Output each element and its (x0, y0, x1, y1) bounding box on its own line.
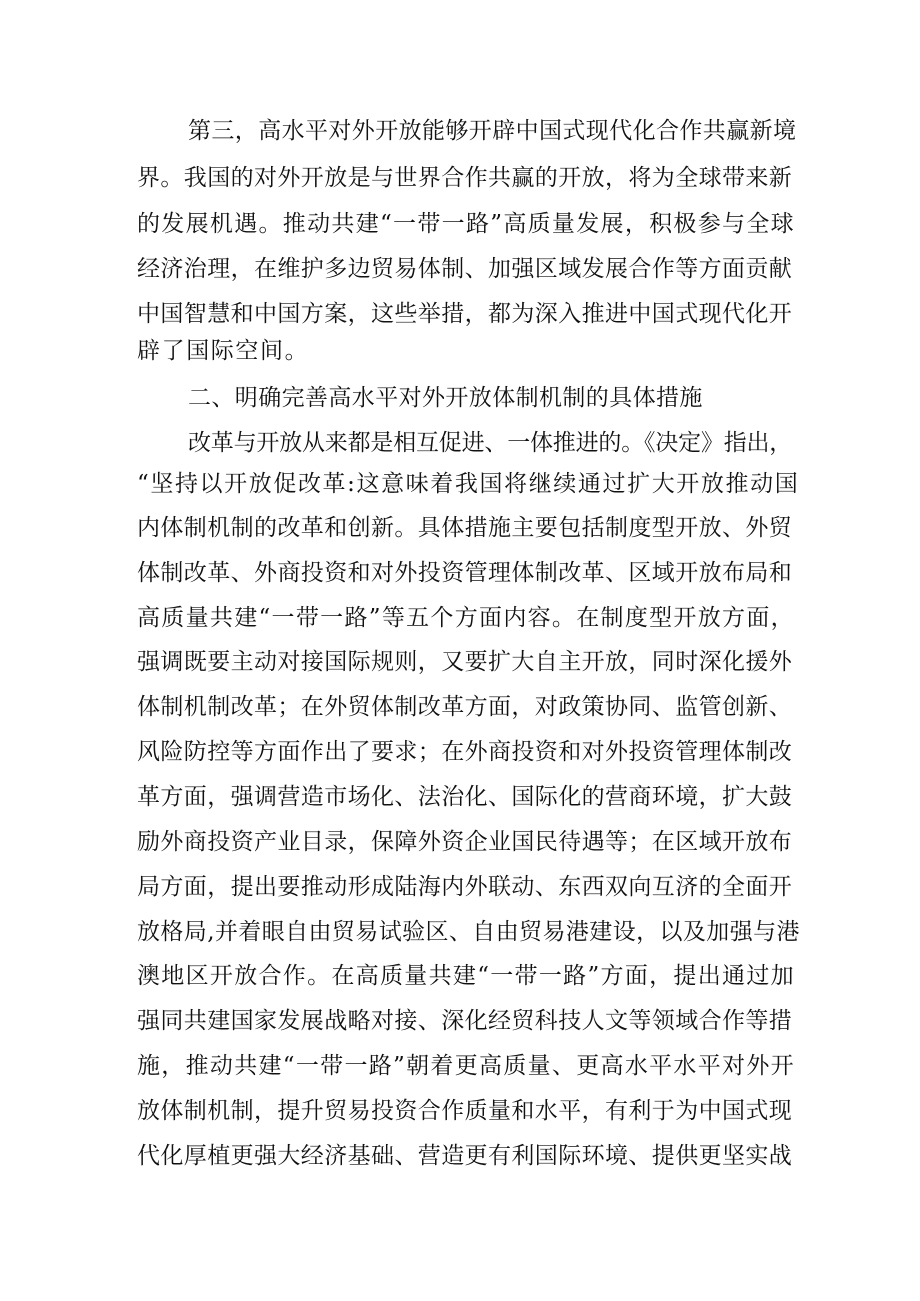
paragraph-2-line (0, 1091, 920, 1131)
text-line: 界。我国的对外开放是与世界合作共赢的开放，将为全球带来新 (137, 165, 793, 191)
text-line: 第三，高水平对外开放能够开辟中国式现代化合作共赢新境 (188, 118, 797, 144)
paragraph-2-line (0, 732, 920, 772)
text-line: 体制机制改革；在外贸体制改革方面，对政策协同、监管创新、 (137, 694, 793, 720)
text-line: 的发展机遇。推动共建“一带一路”高质量发展，积极参与全球 (137, 211, 795, 237)
text-line: 强同共建国家发展战略对接、深化经贸科技人文等领域合作等措 (137, 1008, 793, 1034)
paragraph-2-line (0, 1136, 920, 1176)
paragraph-2-line (0, 956, 920, 996)
text-line: 体制改革、外商投资和对外投资管理体制改革、区域开放布局和 (137, 560, 793, 586)
paragraph-2-line (0, 1001, 920, 1041)
paragraph-2-line (0, 464, 920, 504)
text-line: 高质量共建“一带一路”等五个方面内容。在制度型开放方面， (137, 605, 795, 631)
text-line: 内体制机制的改革和创新。具体措施主要包括制度型开放、外贸 (137, 515, 793, 541)
text-line: “坚持以开放促改革:这意味着我国将继续通过扩大开放推动国 (137, 471, 800, 497)
paragraph-2-line (0, 553, 920, 593)
text-line: 励外商投资产业目录，保障外资企业国民待遇等；在区域开放布 (137, 829, 793, 855)
text-line: 中国智慧和中国方案，这些举措，都为深入推进中国式现代化开 (137, 301, 793, 327)
section-heading-text: 二、明确完善高水平对外开放体制机制的具体措施 (188, 385, 703, 411)
paragraph-2-line (0, 423, 920, 463)
paragraph-2-line (0, 598, 920, 638)
text-line: 澳地区开放合作。在高质量共建“一带一路”方面，提出通过加 (137, 963, 795, 989)
text-line: 改革与开放从来都是相互促进、一体推进的。《决定》指出， (188, 430, 793, 456)
paragraph-2-line (0, 867, 920, 907)
section-heading (0, 378, 920, 418)
text-line: 代化厚植更强大经济基础、营造更有利国际环境、提供更坚实战 (137, 1143, 793, 1169)
paragraph-2-line (0, 687, 920, 727)
paragraph-1-line (0, 204, 920, 244)
text-line: 强调既要主动对接国际规则，又要扩大自主开放，同时深化援外 (137, 649, 793, 675)
text-line: 辟了国际空间。 (137, 338, 310, 364)
paragraph-2-line (0, 508, 920, 548)
text-line: 经济治理，在维护多边贸易体制、加强区域发展合作等方面贡献 (137, 256, 793, 282)
text-line: 革方面，强调营造市场化、法治化、国际化的营商环境，扩大鼓 (137, 784, 793, 810)
paragraph-2-line (0, 822, 920, 862)
text-line: 放体制机制，提升贸易投资合作质量和水平，有利于为中国式现 (137, 1098, 793, 1124)
paragraph-1-line (0, 249, 920, 289)
paragraph-2-line (0, 1046, 920, 1086)
text-line: 放格局,并着眼自由贸易试验区、自由贸易港建设，以及加强与港 (137, 919, 800, 945)
text-line: 风险防控等方面作出了要求；在外商投资和对外投资管理体制改 (137, 739, 793, 765)
paragraph-1-line (0, 158, 920, 198)
paragraph-1-line (0, 111, 920, 151)
paragraph-2-line (0, 777, 920, 817)
paragraph-1-line (0, 331, 920, 371)
paragraph-2-line (0, 642, 920, 682)
paragraph-1-line (0, 294, 920, 334)
text-line: 局方面，提出要推动形成陆海内外联动、东西双向互济的全面开 (137, 874, 793, 900)
text-line: 施，推动共建“一带一路”朝着更高质量、更高水平水平对外开 (137, 1053, 795, 1079)
paragraph-2-line (0, 912, 920, 952)
